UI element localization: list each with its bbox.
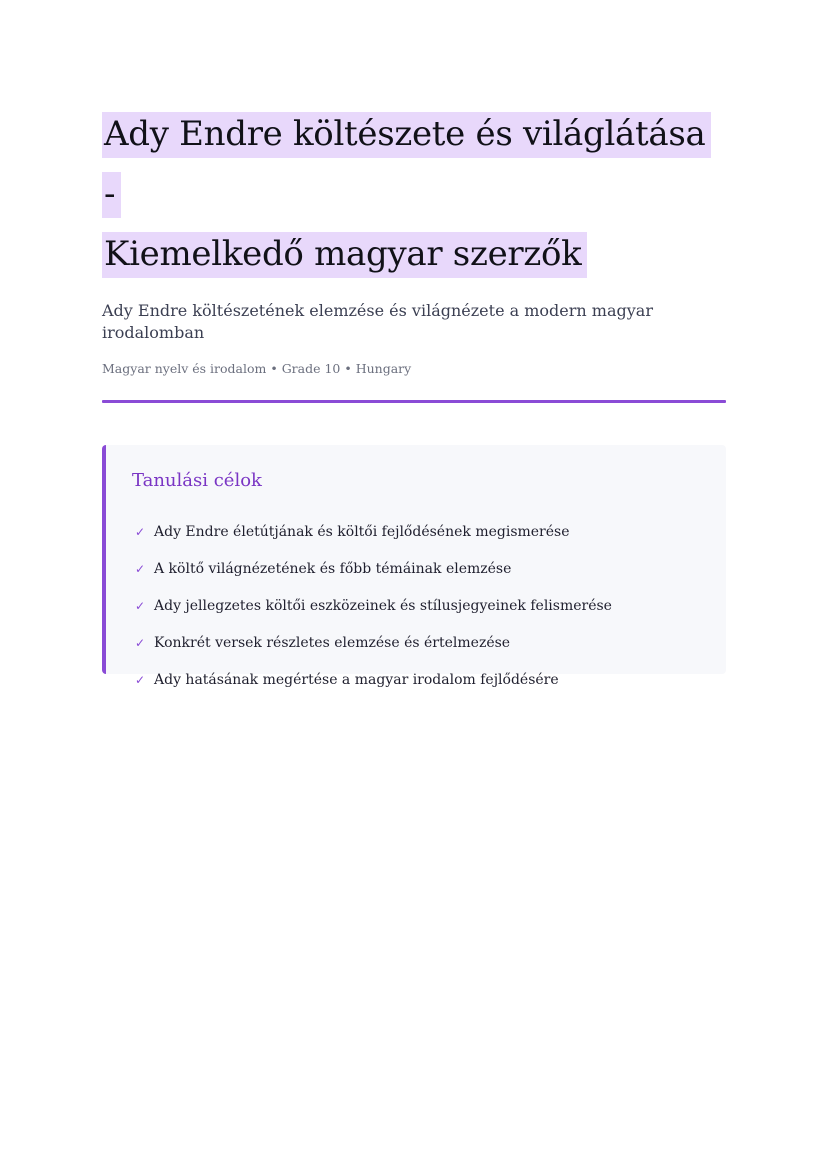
page-title-line-2: Kiemelkedő magyar szerzők [102, 232, 587, 278]
list-item [132, 513, 700, 550]
list-item [132, 550, 700, 587]
list-item [132, 624, 700, 661]
objective-text: Ady hatásának megértése a magyar irodalom fejlődésére [154, 671, 559, 688]
checkmark-icon: ✓ [135, 635, 146, 650]
objective-text: Ady jellegzetes költői eszközeinek és stílusjegyeinek felismerése [154, 597, 612, 614]
checkmark-icon: ✓ [135, 598, 146, 613]
list-item [132, 661, 700, 698]
checkmark-icon: ✓ [135, 524, 146, 539]
learning-objectives-card [102, 445, 726, 688]
checkmark-icon: ✓ [135, 561, 146, 576]
page-subtitle: Ady Endre költészetének elemzése és világnézete a modern magyar irodalomban [102, 301, 653, 342]
header-divider [102, 400, 726, 403]
objectives-heading: Tanulási célok [132, 470, 262, 491]
document-meta: Magyar nyelv és irodalom • Grade 10 • Hungary [102, 361, 412, 376]
checkmark-icon: ✓ [135, 672, 146, 687]
objective-text: A költő világnézetének és főbb témáinak elemzése [154, 560, 512, 577]
objective-text: Konkrét versek részletes elemzése és értelmezése [154, 634, 511, 651]
list-item [132, 587, 700, 624]
objective-text: Ady Endre életútjának és költői fejlődésének megismerése [154, 523, 570, 540]
page-title-line-1: Ady Endre költészete és világlátása - [102, 112, 711, 218]
document-page [102, 104, 726, 688]
objectives-list [132, 513, 700, 698]
page-title [102, 104, 726, 284]
